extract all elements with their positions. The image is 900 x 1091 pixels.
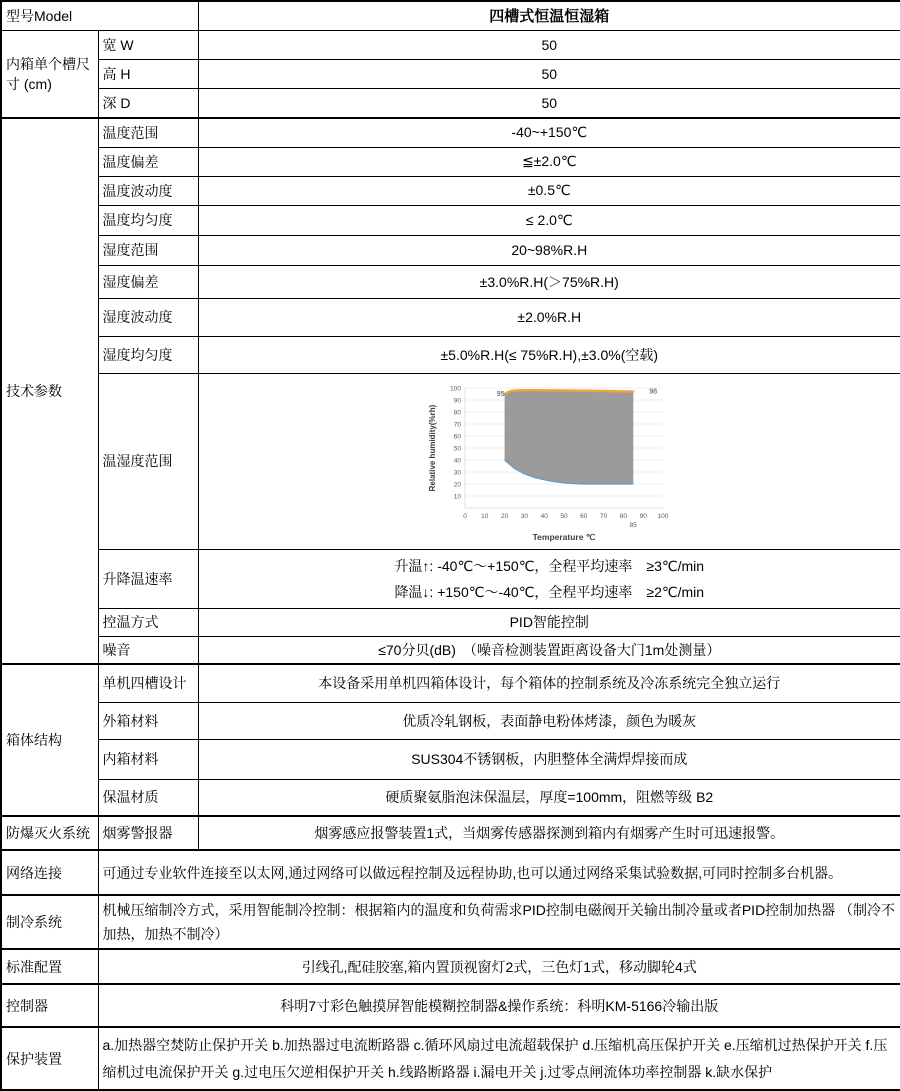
inner-material-value: SUS304不锈钢板，内胆整体全满焊焊接而成 (198, 739, 900, 779)
temp-range-value: -40~+150℃ (198, 118, 900, 147)
humidity-range-value: 20~98%R.H (198, 235, 900, 265)
svg-text:10: 10 (454, 493, 462, 501)
svg-text:40: 40 (454, 457, 462, 465)
table-row (1, 949, 900, 984)
smoke-alarm-value: 烟雾感应报警装置1式，当烟雾传感器探测到箱内有烟雾产生时可迅速报警。 (198, 816, 900, 850)
temp-uniformity-value: ≤ 2.0℃ (198, 205, 900, 235)
cabinet-group-label: 箱体结构 (1, 664, 98, 816)
table-row (1, 1, 900, 30)
protection-value: a.加热器空焚防止保护开关 b.加热器过电流断路器 c.循环风扇过电流超载保护 d.压缩机高压保护开关 e.压缩机过热保护开关 f.压缩机过电流保护开关 g.过电压欠逆相保护开关 h.线路断路器 i.漏电开关 j.过零点闸流体功率控制器 k.缺水保护 (98, 1027, 900, 1090)
standard-config-label: 标准配置 (1, 949, 98, 984)
table-row (1, 895, 900, 949)
ramp-rate-value (198, 549, 900, 608)
network-label: 网络连接 (1, 850, 98, 895)
svg-text:100: 100 (657, 513, 669, 520)
svg-text:60: 60 (580, 513, 588, 520)
four-slot-design-value: 本设备采用单机四箱体设计，每个箱体的控制系统及冷冻系统完全独立运行 (198, 664, 900, 702)
svg-text:70: 70 (454, 421, 462, 429)
outer-material-value: 优质冷轧钢板，表面静电粉体烤漆，颜色为暖灰 (198, 702, 900, 739)
insulation-label: 保温材质 (98, 779, 198, 816)
width-label: 宽 W (98, 30, 198, 59)
outer-material-label: 外箱材料 (98, 702, 198, 739)
model-value: 四槽式恒温恒湿箱 (198, 1, 900, 30)
cooling-value: 机械压缩制冷方式，采用智能制冷控制：根据箱内的温度和负荷需求PID控制电磁阀开关输出制冷量或者PID控制加热器 （制冷不加热，加热不制冷） (98, 895, 900, 949)
standard-config-value: 引线孔,配硅胶塞,箱内置顶视窗灯2式，三色灯1式，移动脚轮4式 (98, 949, 900, 984)
svg-text:10: 10 (481, 513, 489, 520)
ramp-down-line: 降温↓: +150℃～-40℃，全程平均速率 ≥2℃/min (394, 583, 705, 600)
svg-text:70: 70 (600, 513, 608, 520)
ramp-rate-label: 升降温速率 (98, 549, 198, 608)
temp-fluctuation-value: ±0.5℃ (198, 176, 900, 205)
table-row (1, 88, 900, 118)
table-row (1, 30, 900, 59)
table-row (1, 702, 900, 739)
model-label: 型号Model (1, 1, 198, 30)
table-row (1, 850, 900, 895)
insulation-value: 硬质聚氨脂泡沫保温层，厚度=100mm，阻燃等级 B2 (198, 779, 900, 816)
humidity-temperature-chart (423, 376, 675, 546)
table-row (1, 636, 900, 664)
four-slot-design-label: 单机四槽设计 (98, 664, 198, 702)
humidity-uniformity-label: 湿度均匀度 (98, 336, 198, 373)
cooling-label: 制冷系统 (1, 895, 98, 949)
svg-text:80: 80 (620, 513, 628, 520)
humidity-uniformity-value: ±5.0%R.H(≤ 75%R.H),±3.0%(空载) (198, 336, 900, 373)
controller-label: 控制器 (1, 984, 98, 1027)
height-value: 50 (198, 59, 900, 88)
svg-text:85: 85 (629, 522, 638, 529)
humidity-fluctuation-label: 湿度波动度 (98, 298, 198, 336)
smoke-alarm-label: 烟雾警报器 (98, 816, 198, 850)
network-value: 可通过专业软件连接至以太网,通过网络可以做远程控制及远程协助,也可以通过网络采集试验数据,可同时控制多台机器。 (98, 850, 900, 895)
table-row (1, 235, 900, 265)
table-row (1, 664, 900, 702)
temp-control-label: 控温方式 (98, 608, 198, 636)
table-row (1, 779, 900, 816)
temp-humidity-range-label: 温湿度范围 (98, 373, 198, 549)
svg-text:60: 60 (454, 433, 462, 441)
svg-text:20: 20 (501, 513, 509, 520)
table-row (1, 816, 900, 850)
depth-value: 50 (198, 88, 900, 118)
table-row (1, 59, 900, 88)
svg-text:50: 50 (454, 445, 462, 453)
svg-text:Temperature ℃: Temperature ℃ (532, 532, 596, 542)
fire-system-label: 防爆灭火系统 (1, 816, 98, 850)
protection-label: 保护装置 (1, 1027, 98, 1090)
humidity-range-label: 湿度范围 (98, 235, 198, 265)
noise-label: 噪音 (98, 636, 198, 664)
svg-text:Relative humidity(%rh): Relative humidity(%rh) (428, 404, 438, 492)
controller-value: 科明7寸彩色触摸屏智能模糊控制器&操作系统：科明KM-5166冷输出版 (98, 984, 900, 1027)
noise-value: ≤70分贝(dB) （噪音检测装置距离设备大门1m处测量） (198, 636, 900, 664)
table-row (1, 549, 900, 608)
table-row (1, 608, 900, 636)
ramp-up-line: 升温↑: -40℃～+150℃，全程平均速率 ≥3℃/min (394, 557, 705, 574)
table-row (1, 147, 900, 176)
table-row (1, 336, 900, 373)
svg-text:30: 30 (521, 513, 529, 520)
svg-text:90: 90 (639, 513, 648, 520)
temp-fluctuation-label: 温度波动度 (98, 176, 198, 205)
temp-range-label: 温度范围 (98, 118, 198, 147)
svg-text:98: 98 (649, 388, 658, 396)
depth-label: 深 D (98, 88, 198, 118)
table-row (1, 176, 900, 205)
humidity-deviation-value: ±3.0%R.H(＞75%R.H) (198, 265, 900, 298)
temp-humidity-chart-cell (198, 373, 900, 549)
table-row (1, 298, 900, 336)
temp-control-value: PID智能控制 (198, 608, 900, 636)
humidity-fluctuation-value: ±2.0%R.H (198, 298, 900, 336)
width-value: 50 (198, 30, 900, 59)
table-row (1, 265, 900, 298)
table-row (1, 984, 900, 1027)
svg-text:80: 80 (454, 409, 462, 417)
svg-text:0: 0 (463, 513, 468, 520)
table-row (1, 118, 900, 147)
inner-box-group-label: 内箱单个槽尺寸 (cm) (1, 30, 98, 118)
svg-text:40: 40 (540, 513, 549, 520)
tech-params-group-label: 技术参数 (1, 118, 98, 664)
temp-deviation-value: ≦±2.0℃ (198, 147, 900, 176)
svg-text:95: 95 (497, 391, 505, 398)
table-row (1, 373, 900, 549)
humidity-deviation-label: 湿度偏差 (98, 265, 198, 298)
svg-text:30: 30 (454, 469, 462, 477)
table-row (1, 1027, 900, 1090)
svg-text:50: 50 (560, 513, 568, 520)
temp-uniformity-label: 温度均匀度 (98, 205, 198, 235)
table-row (1, 739, 900, 779)
inner-material-label: 内箱材料 (98, 739, 198, 779)
table-row (1, 205, 900, 235)
svg-text:100: 100 (450, 385, 462, 393)
svg-text:20: 20 (454, 481, 462, 489)
temp-deviation-label: 温度偏差 (98, 147, 198, 176)
height-label: 高 H (98, 59, 198, 88)
svg-text:90: 90 (454, 397, 462, 405)
